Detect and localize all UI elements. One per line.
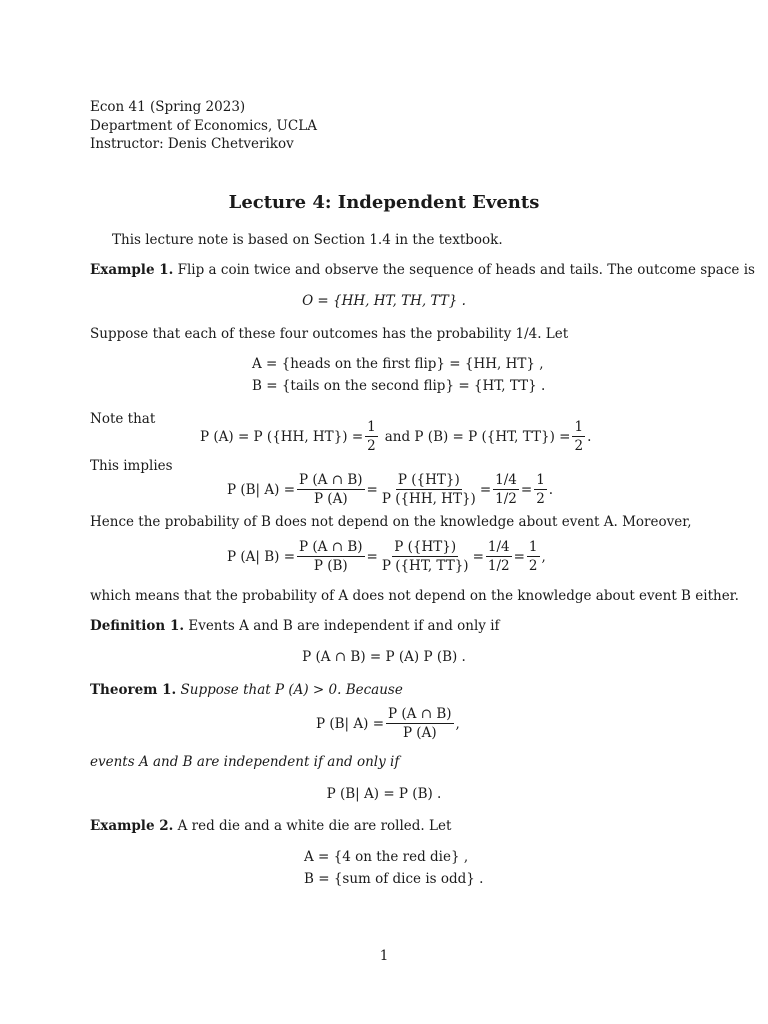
fraction-numerator: 1 bbox=[574, 419, 584, 435]
fraction-denominator: 2 bbox=[574, 438, 584, 454]
theorem1-label: Theorem 1. bbox=[90, 682, 177, 698]
fraction-pab-over-pa bbox=[297, 472, 364, 507]
page-number: 1 bbox=[379, 948, 389, 964]
pba-expression: P (B| A) = bbox=[316, 715, 385, 732]
theorem1-paragraph bbox=[90, 681, 403, 699]
equals-sign: = bbox=[472, 548, 484, 565]
equals-sign: = bbox=[366, 481, 378, 498]
equals-sign: = bbox=[366, 548, 378, 565]
this-implies-text: This implies bbox=[90, 458, 173, 474]
page-title: Lecture 4: Independent Events bbox=[228, 192, 540, 213]
theorem1-equation2: P (B| A) = P (B) . bbox=[326, 786, 442, 802]
fraction-denominator: 1/2 bbox=[487, 558, 510, 574]
event-a-equation: A = {4 on the red die} , bbox=[304, 849, 469, 865]
example2-event-definitions bbox=[304, 846, 483, 890]
pba-expression: P (B| A) = bbox=[227, 481, 296, 498]
fraction-numerator: 1 bbox=[367, 419, 376, 435]
outcome-space-equation: O = {HH, HT, TH, TT} . bbox=[302, 293, 466, 309]
fraction-numerator: 1/4 bbox=[495, 472, 517, 488]
example2-label: Example 2. bbox=[90, 818, 174, 834]
pb-expression: and P (B) = P ({HT, TT}) = bbox=[384, 428, 571, 445]
comma: , bbox=[455, 715, 460, 732]
fraction-pab-over-pb bbox=[297, 539, 364, 574]
fraction-denominator: 2 bbox=[367, 438, 376, 454]
department-line: Department of Economics, UCLA bbox=[90, 117, 317, 134]
fraction-pht-over-phhht bbox=[380, 472, 478, 507]
fraction-one-half bbox=[534, 472, 547, 507]
period: . bbox=[548, 481, 554, 498]
fraction-quarter-over-half bbox=[486, 539, 512, 574]
which-means-text: which means that the probability of A does not depend on the knowledge about event B either. bbox=[90, 588, 739, 604]
fraction-denominator: P (B) bbox=[313, 558, 348, 574]
fraction-one-half bbox=[527, 539, 540, 574]
intro-text: This lecture note is based on Section 1.4 in the textbook. bbox=[112, 232, 503, 248]
fraction-denominator: P ({HT, TT}) bbox=[381, 558, 469, 574]
fraction-denominator: 2 bbox=[528, 558, 538, 574]
example2-paragraph bbox=[90, 817, 451, 835]
fraction-numerator: 1/4 bbox=[487, 539, 510, 555]
theorem1-text: Suppose that P (A) > 0. Because bbox=[176, 682, 403, 698]
probability-a-b-equation bbox=[200, 419, 591, 454]
fraction-pab-over-pa bbox=[386, 706, 453, 741]
event-definitions bbox=[252, 353, 545, 397]
example1-label: Example 1. bbox=[90, 262, 174, 278]
independence-equation: P (A ∩ B) = P (A) P (B) . bbox=[302, 649, 466, 665]
fraction-denominator: P (A) bbox=[402, 725, 437, 741]
definition1-text: Events A and B are independent if and only if bbox=[184, 618, 500, 634]
theorem1-after-text: events A and B are independent if and only if bbox=[90, 754, 400, 770]
fraction-pht-over-phttt bbox=[380, 539, 471, 574]
fraction-numerator: 1 bbox=[528, 539, 538, 555]
fraction-numerator: P (A ∩ B) bbox=[388, 706, 452, 722]
event-a-equation: A = {heads on the first flip} = {HH, HT} , bbox=[252, 356, 544, 372]
fraction-quarter-over-half bbox=[493, 472, 519, 507]
theorem1-equation bbox=[316, 706, 460, 741]
instructor-line: Instructor: Denis Chetverikov bbox=[90, 136, 294, 152]
course-header bbox=[90, 98, 317, 154]
fraction-denominator: P (A) bbox=[313, 491, 348, 507]
conditional-b-given-a-equation bbox=[227, 472, 553, 507]
example1-paragraph bbox=[90, 261, 755, 279]
fraction-numerator: P ({HT}) bbox=[397, 472, 460, 488]
equals-sign: = bbox=[479, 481, 492, 498]
fraction-numerator: 1 bbox=[536, 472, 545, 488]
course-line: Econ 41 (Spring 2023) bbox=[90, 99, 246, 115]
equals-sign: = bbox=[520, 481, 533, 498]
fraction-numerator: P (A ∩ B) bbox=[299, 472, 363, 488]
definition1-paragraph bbox=[90, 617, 500, 635]
pa-expression: P (A) = P ({HH, HT}) = bbox=[200, 428, 364, 445]
fraction-denominator: P ({HH, HT}) bbox=[381, 491, 476, 507]
example1-text: Flip a coin twice and observe the sequence of heads and tails. The outcome space is bbox=[173, 262, 755, 278]
period: . bbox=[587, 428, 592, 445]
note-that-text: Note that bbox=[90, 411, 156, 427]
equals-sign: = bbox=[513, 548, 525, 565]
hence-text: Hence the probability of B does not depend on the knowledge about event A. Moreover, bbox=[90, 514, 692, 530]
conditional-a-given-b-equation bbox=[227, 539, 546, 574]
fraction-numerator: P ({HT}) bbox=[394, 539, 457, 555]
event-b-equation: B = {sum of dice is odd} . bbox=[304, 871, 484, 887]
fraction-one-half bbox=[572, 419, 585, 454]
fraction-numerator: P (A ∩ B) bbox=[299, 539, 363, 555]
pab-expression: P (A| B) = bbox=[227, 548, 296, 565]
definition1-label: Definition 1. bbox=[90, 618, 185, 634]
fraction-one-half bbox=[365, 419, 378, 454]
comma: , bbox=[541, 548, 546, 565]
example1-text2: Suppose that each of these four outcomes has the probability 1/4. Let bbox=[90, 326, 569, 342]
fraction-denominator: 2 bbox=[536, 491, 545, 507]
fraction-denominator: 1/2 bbox=[495, 491, 517, 507]
example2-text: A red die and a white die are rolled. Let bbox=[173, 818, 452, 834]
event-b-equation: B = {tails on the second flip} = {HT, TT} . bbox=[252, 378, 546, 394]
